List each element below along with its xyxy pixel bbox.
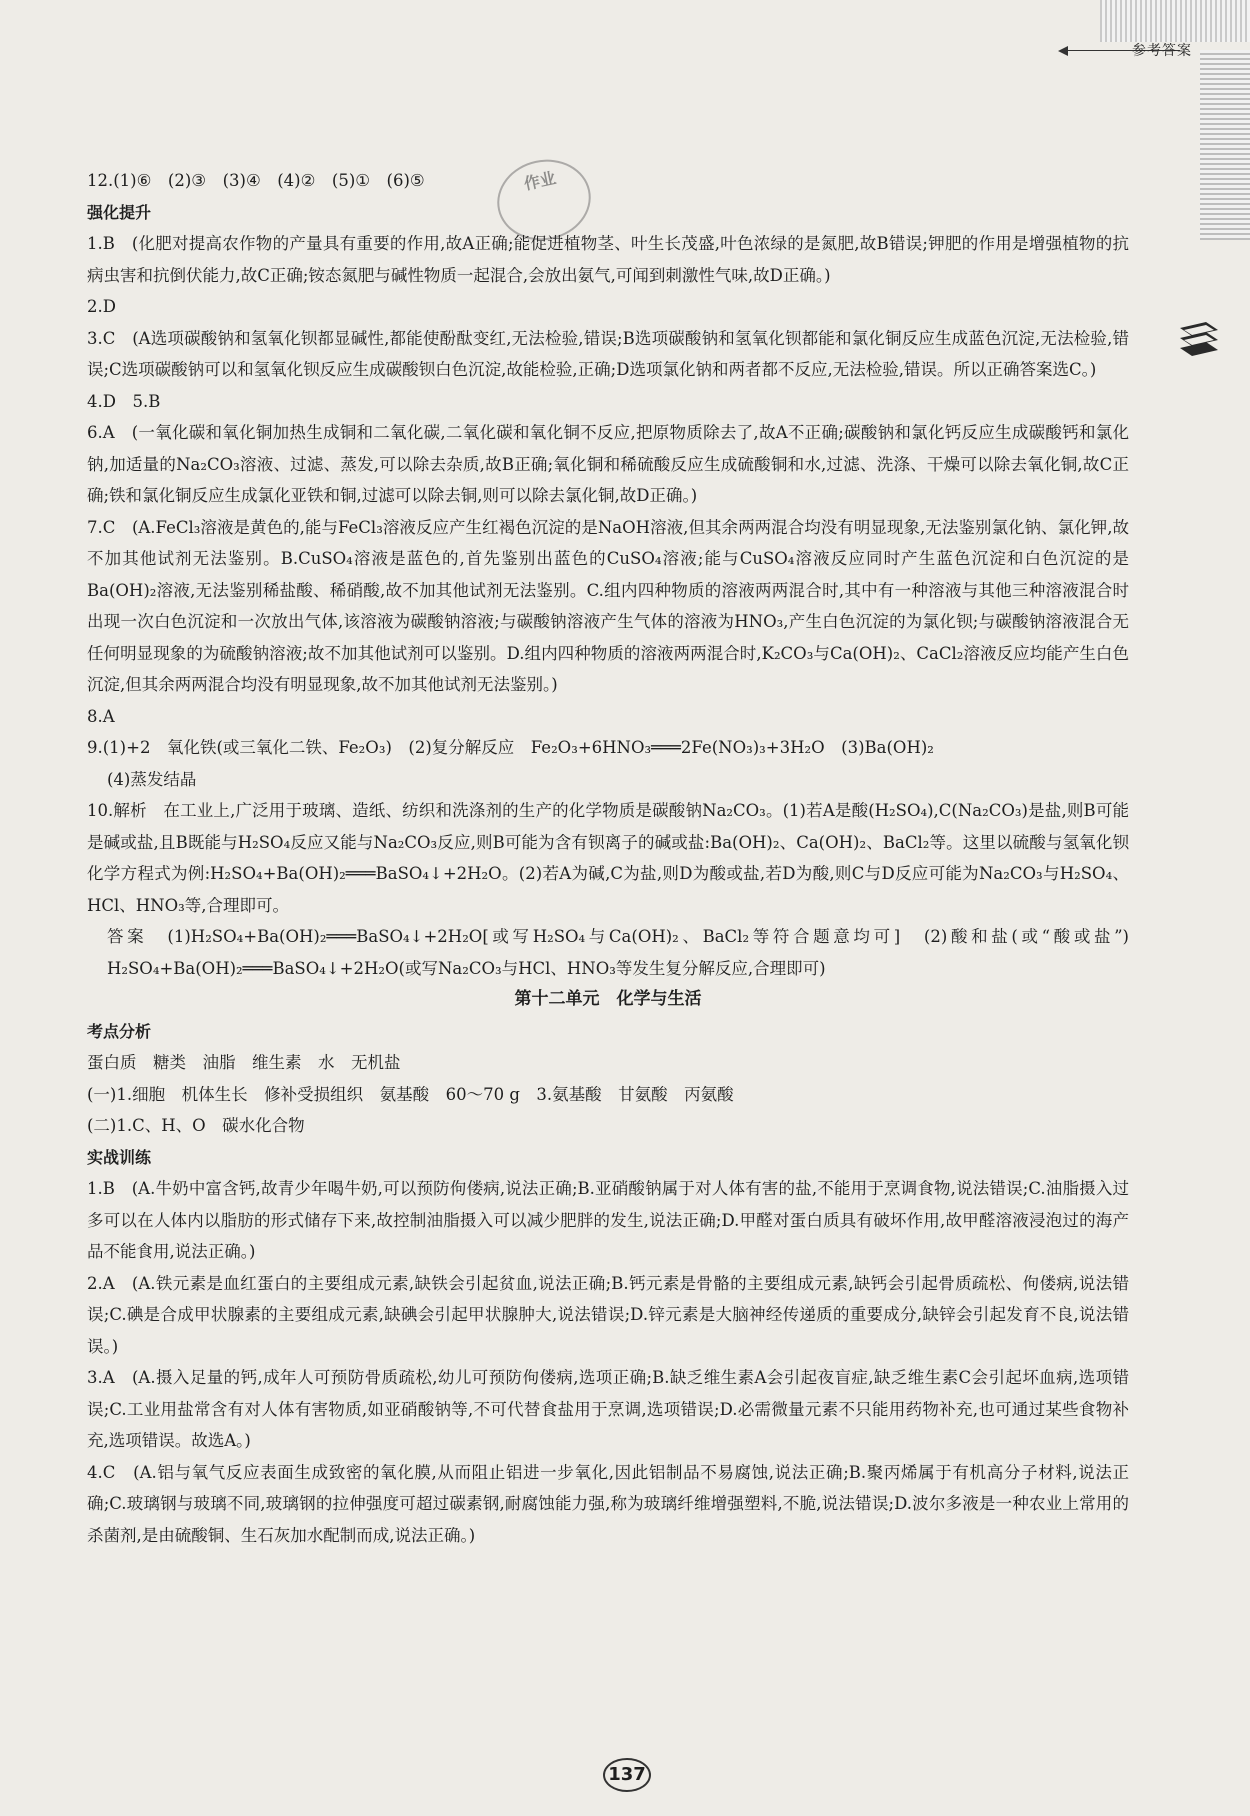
answer-line: 3.C (A选项碳酸钠和氢氧化钡都显碱性,都能使酚酞变红,无法检验,错误;B选项碳酸钠和氢氧化钡都能和氯化铜反应生成蓝色沉淀,无法检验,错误;C选项碳酸钠可以和氢氧化钡反应生成碳酸钡白色沉淀,故能检验,正确;D选项氯化钠和两者都不反应,无法检验,错误。所以正确答案选C。) xyxy=(87,328,1129,379)
answer-line: 4.C (A.铝与氧气反应表面生成致密的氧化膜,从而阻止铝进一步氧化,因此铝制品不易腐蚀,说法正确;B.聚丙烯属于有机高分子材料,说法正确;C.玻璃钢与玻璃不同,玻璃钢的拉伸强度可超过碳素钢,耐腐蚀能力强,称为玻璃纤维增强塑料,不脆,说法错误;D.波尔多液是一种农业上常用的杀菌剂,是由硫酸铜、生石灰加水配制而成,说法正确。) xyxy=(87,1462,1129,1545)
side-stripe-decoration xyxy=(1200,50,1250,240)
answer-line: 2.A (A.铁元素是血红蛋白的主要组成元素,缺铁会引起贫血,说法正确;B.钙元素是骨骼的主要组成元素,缺钙会引起骨质疏松、佝偻病,说法错误;C.碘是合成甲状腺素的主要组成元素,缺碘会引起甲状腺肿大,说法错误;D.锌元素是大脑神经传递质的重要成分,缺锌会引起发育不良,说法错误。) xyxy=(87,1273,1129,1356)
answer-line: (二)1.C、H、O 碳水化合物 xyxy=(87,1116,305,1135)
answer-line: 12.(1)⑥ (2)③ (3)④ (4)② (5)① (6)⑤ xyxy=(87,171,425,190)
section-heading: 考点分析 xyxy=(87,1021,152,1041)
header-stripe-decoration xyxy=(1100,0,1250,42)
answer-line: 蛋白质 糖类 油脂 维生素 水 无机盐 xyxy=(87,1053,401,1072)
stamp-text: 作业 xyxy=(522,168,558,194)
header-arrow-icon xyxy=(1058,46,1068,56)
answer-line: 2.D xyxy=(87,297,116,316)
answer-line: 9.(1)+2 氧化铁(或三氧化二铁、Fe₂O₃) (2)复分解反应 Fe₂O₃+6HNO₃═══2Fe(NO₃)₃+3H₂O (3)Ba(OH)₂ xyxy=(87,738,934,757)
unit-title: 第十二单元 化学与生活 xyxy=(514,989,702,1009)
answer-line: 6.A (一氧化碳和氧化铜加热生成铜和二氧化碳,二氧化碳和氧化铜不反应,把原物质除去了,故A不正确;碳酸钠和氯化钙反应生成碳酸钙和氯化钠,加适量的Na₂CO₃溶液、过滤、蒸发,可以除去杂质,故B正确;氧化铜和稀硫酸反应生成硫酸铜和水,过滤、洗涤、干燥可以除去氧化铜,故C正确;铁和氯化铜反应生成氯化亚铁和铜,过滤可以除去铜,则可以除去氯化铜,故D正确。) xyxy=(87,423,1129,505)
answer-line: 7.C (A.FeCl₃溶液是黄色的,能与FeCl₃溶液反应产生红褐色沉淀的是NaOH溶液,但其余两两混合均没有明显现象,无法鉴别氯化钠、氯化钾,故不加其他试剂无法鉴别。B.CuSO₄溶液是蓝色的,首先鉴别出蓝色的CuSO₄溶液;能与CuSO₄溶液反应同时产生蓝色沉淀和白色沉淀的是Ba(OH)₂溶液,无法鉴别稀盐酸、稀硝酸,故不加其他试剂无法鉴别。C.组内四种物质的溶液两两混合时,其中有一种溶液与其他三种溶液混合时出现一次白色沉淀和一次放出气体,该溶液为碳酸钠溶液;与碳酸钠溶液产生气体的溶液为HNO₃,产生白色沉淀的为氯化钡;与碳酸钠溶液混合无任何明显现象的为硫酸钠溶液;故不加其他试剂可以鉴别。D.组内四种物质的溶液两两混合时,K₂CO₃与Ca(OH)₂、CaCl₂溶液反应均能产生白色沉淀,但其余两两混合均没有明显现象,故不加其他试剂无法鉴别。) xyxy=(87,517,1129,694)
answer-line: 8.A xyxy=(87,706,115,726)
answer-line: 1.B (化肥对提高农作物的产量具有重要的作用,故A正确;能促进植物茎、叶生长茂盛,叶色浓绿的是氮肥,故B错误;钾肥的作用是增强植物的抗病虫害和抗倒伏能力,故C正确;铵态氮肥与碱性物质一起混合,会放出氨气,可闻到刺激性气味,故D正确。) xyxy=(87,234,1129,285)
answer-line: (4)蒸发结晶 xyxy=(107,769,197,789)
answer-line: 答案 (1)H₂SO₄+Ba(OH)₂═══BaSO₄↓+2H₂O[或写H₂SO₄与Ca(OH)₂、BaCl₂等符合题意均可] (2)酸和盐(或“酸或盐”) H₂SO₄+Ba(OH)₂═══BaSO₄↓+2H₂O(或写Na₂CO₃与HCl、HNO₃等发生复分解反应,合理即可) xyxy=(107,927,1146,978)
answer-line: 3.A (A.摄入足量的钙,成年人可预防骨质疏松,幼儿可预防佝偻病,选项正确;B.缺乏维生素A会引起夜盲症,缺乏维生素C会引起坏血病,选项错误;C.工业用盐常含有对人体有害物质,如亚硝酸钠等,不可代替食盐用于烹调,选项错误;D.必需微量元素不只能用药物补充,也可通过某些食物补充,选项错误。故选A。) xyxy=(87,1368,1129,1450)
answer-line: 10.解析 在工业上,广泛用于玻璃、造纸、纺织和洗涤剂的生产的化学物质是碳酸钠Na₂CO₃。(1)若A是酸(H₂SO₄),C(Na₂CO₃)是盐,则B可能是碱或盐,且B既能与H₂SO₄反应又能与Na₂CO₃反应,则B可能为含有钡离子的碱或盐:Ba(OH)₂、Ca(OH)₂、BaCl₂等。这里以硫酸与氢氧化钡化学方程式为例:H₂SO₄+Ba(OH)₂═══BaSO₄↓+2H₂O。(2)若A为碱,C为盐,则D为酸或盐,若D为酸,则C与D反应可能为Na₂CO₃与H₂SO₄、HCl、HNO₃等,合理即可。 xyxy=(87,801,1129,915)
answer-line: 4.D 5.B xyxy=(87,391,161,411)
answer-line: 1.B (A.牛奶中富含钙,故青少年喝牛奶,可以预防佝偻病,说法正确;B.亚硝酸钠属于对人体有害的盐,不能用于烹调食物,说法错误;C.油脂摄入过多可以在人体内以脂肪的形式储存下来,故控制油脂摄入可以减少肥胖的发生,说法正确;D.甲醛对蛋白质具有破坏作用,故甲醛溶液浸泡过的海产品不能食用,说法正确。) xyxy=(87,1179,1129,1261)
book-stack-icon xyxy=(1176,316,1222,362)
section-heading: 实战训练 xyxy=(87,1147,152,1167)
header-title: 参考答案 xyxy=(1132,43,1192,59)
section-heading: 强化提升 xyxy=(87,202,152,222)
answer-line: (一)1.细胞 机体生长 修补受损组织 氨基酸 60～70 g 3.氨基酸 甘氨酸 丙氨酸 xyxy=(87,1084,734,1104)
answer-text-body xyxy=(87,165,1146,1551)
page-number: 137 xyxy=(603,1758,651,1792)
